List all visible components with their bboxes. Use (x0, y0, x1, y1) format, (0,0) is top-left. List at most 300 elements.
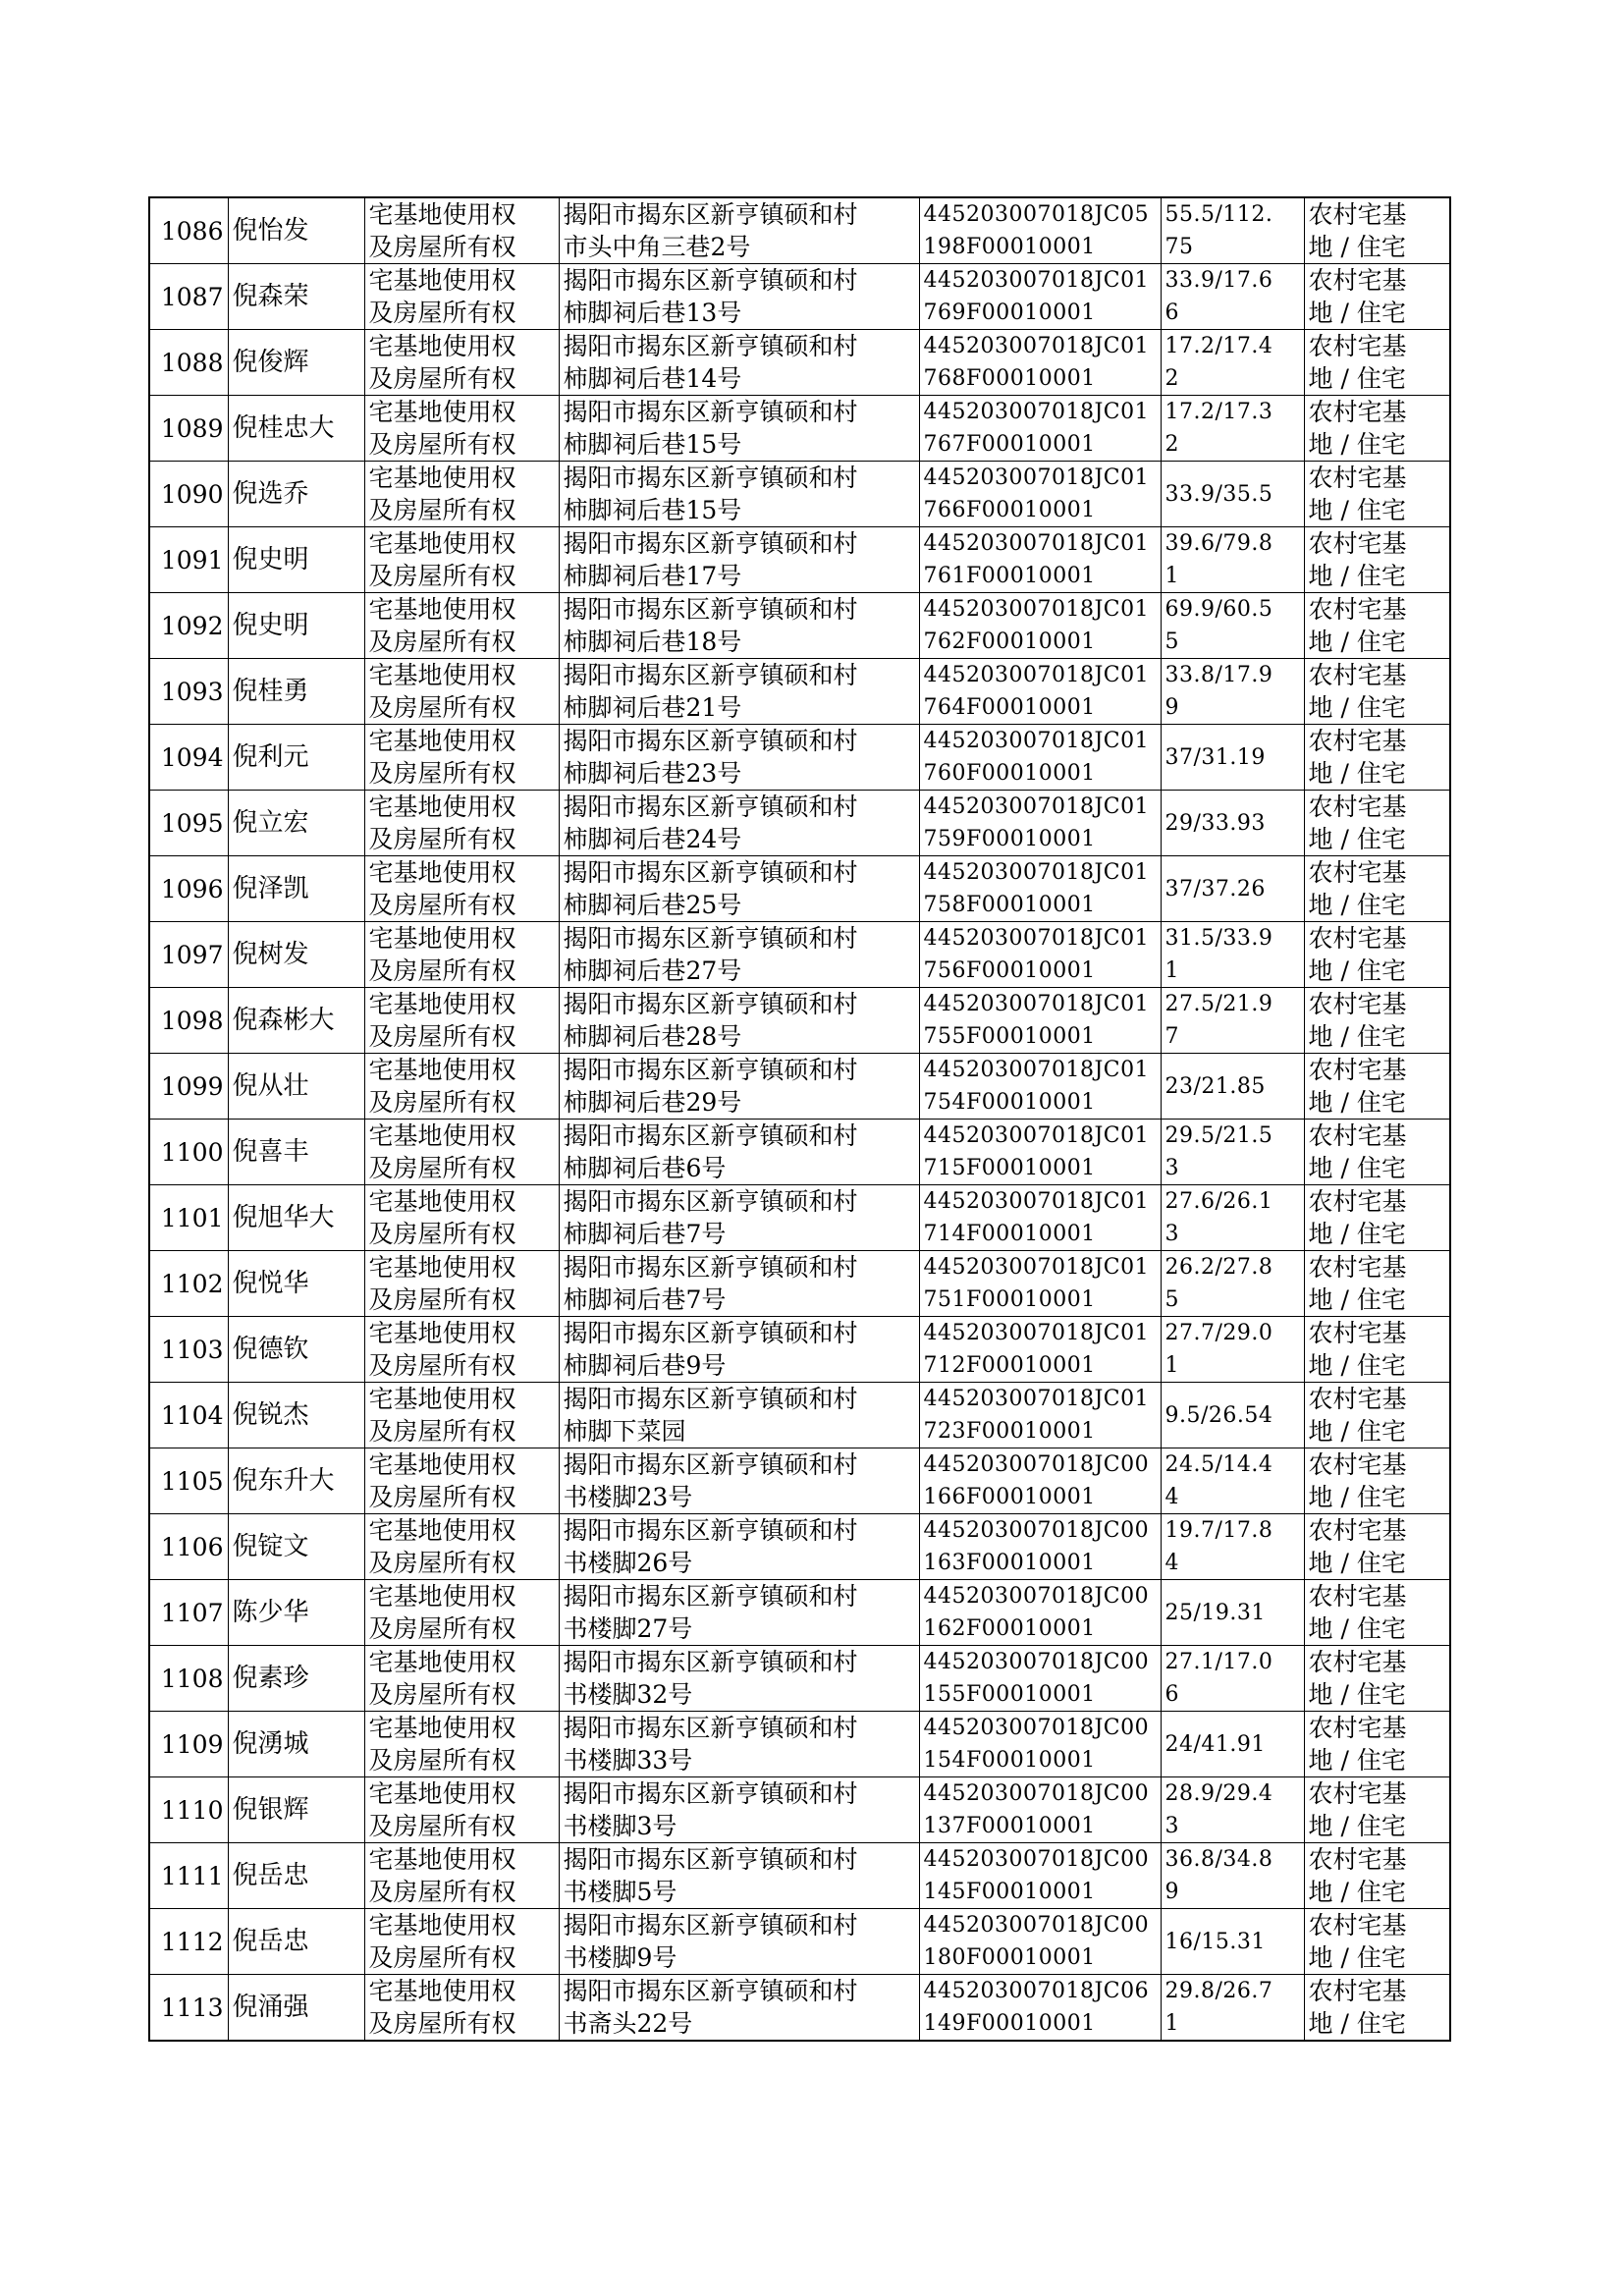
unit-code-cell (919, 1317, 1161, 1383)
unit-code-line: 445203007018JC01 (923, 334, 1150, 358)
right-type-line: 宅基地使用权 (368, 1977, 516, 2005)
owner-name-cell: 倪锐杰 (228, 1383, 364, 1448)
area-cell (1161, 1514, 1304, 1580)
right-type-cell (364, 1843, 559, 1909)
land-use-line: 农村宅基 (1308, 529, 1407, 558)
unit-code-cell (919, 988, 1161, 1054)
record-number-cell: 1104 (149, 1383, 228, 1448)
record-number-cell: 1100 (149, 1120, 228, 1185)
right-type-line: 宅基地使用权 (368, 858, 516, 887)
address-line: 书楼脚3号 (563, 1812, 677, 1840)
area-line: 24.5/14.4 (1164, 1452, 1273, 1477)
unit-code-line: 445203007018JC01 (923, 1189, 1150, 1214)
right-type-cell (364, 330, 559, 396)
area-line: 1 (1164, 2011, 1179, 2036)
right-type-line: 及房屋所有权 (368, 233, 516, 261)
right-type-line: 及房屋所有权 (368, 1220, 516, 1248)
address-line: 柿脚祠后巷17号 (563, 562, 742, 590)
land-use-line: 农村宅基 (1308, 1648, 1407, 1676)
right-type-cell (364, 1514, 559, 1580)
table-row (149, 1317, 1450, 1383)
land-use-line: 农村宅基 (1308, 792, 1407, 821)
land-use-line: 农村宅基 (1308, 990, 1407, 1018)
area-line: 6 (1164, 1682, 1179, 1707)
record-number-cell: 1107 (149, 1580, 228, 1646)
right-type-line: 及房屋所有权 (368, 1812, 516, 1840)
land-use-line: 地 / 住宅 (1308, 1022, 1406, 1051)
address-line: 揭阳市揭东区新亨镇硕和村 (563, 1911, 858, 1940)
area-cell (1161, 1975, 1304, 2042)
address-line: 揭阳市揭东区新亨镇硕和村 (563, 858, 858, 887)
land-use-line: 地 / 住宅 (1308, 1088, 1406, 1117)
land-use-line: 农村宅基 (1308, 200, 1407, 229)
area-cell (1161, 1580, 1304, 1646)
address-line: 揭阳市揭东区新亨镇硕和村 (563, 266, 858, 295)
land-use-cell (1304, 1251, 1450, 1317)
record-number-cell: 1103 (149, 1317, 228, 1383)
land-use-line: 地 / 住宅 (1308, 364, 1406, 393)
unit-code-line: 445203007018JC00 (923, 1518, 1150, 1543)
area-line: 1 (1164, 564, 1179, 588)
area-cell (1161, 1712, 1304, 1777)
unit-code-line: 768F00010001 (923, 366, 1096, 391)
owner-name-cell: 陈少华 (228, 1580, 364, 1646)
record-number-cell: 1105 (149, 1448, 228, 1514)
address-cell (559, 791, 919, 856)
unit-code-line: 760F00010001 (923, 761, 1096, 786)
right-type-line: 及房屋所有权 (368, 1549, 516, 1577)
owner-name-cell: 倪怡发 (228, 197, 364, 264)
land-use-line: 农村宅基 (1308, 1516, 1407, 1545)
owner-name-cell: 倪素珍 (228, 1646, 364, 1712)
address-line: 柿脚祠后巷14号 (563, 364, 742, 393)
unit-code-cell (919, 1185, 1161, 1251)
unit-code-line: 761F00010001 (923, 564, 1096, 588)
table-row (149, 922, 1450, 988)
right-type-line: 宅基地使用权 (368, 1845, 516, 1874)
area-line: 37/37.26 (1164, 876, 1266, 902)
address-cell (559, 264, 919, 330)
address-cell (559, 330, 919, 396)
table-row (149, 396, 1450, 462)
right-type-line: 及房屋所有权 (368, 1943, 516, 1972)
address-line: 揭阳市揭东区新亨镇硕和村 (563, 1450, 858, 1479)
area-line: 2 (1164, 366, 1179, 391)
address-line: 揭阳市揭东区新亨镇硕和村 (563, 1253, 858, 1282)
unit-code-line: 712F00010001 (923, 1353, 1096, 1378)
area-line: 37/31.19 (1164, 744, 1266, 770)
area-line: 19.7/17.8 (1164, 1518, 1273, 1543)
area-cell (1161, 1383, 1304, 1448)
right-type-line: 及房屋所有权 (368, 1154, 516, 1182)
owner-name-cell: 倪立宏 (228, 791, 364, 856)
unit-code-line: 445203007018JC01 (923, 1123, 1150, 1148)
area-line: 25/19.31 (1164, 1600, 1266, 1625)
land-use-line: 地 / 住宅 (1308, 1549, 1406, 1577)
owner-name-cell: 倪东升大 (228, 1448, 364, 1514)
table-row (149, 1580, 1450, 1646)
area-line: 39.6/79.8 (1164, 531, 1273, 556)
address-line: 揭阳市揭东区新亨镇硕和村 (563, 1187, 858, 1216)
land-use-line: 农村宅基 (1308, 1450, 1407, 1479)
owner-name-cell: 倪森彬大 (228, 988, 364, 1054)
owner-name-cell: 倪森荣 (228, 264, 364, 330)
right-type-line: 宅基地使用权 (368, 200, 516, 229)
unit-code-line: 445203007018JC00 (923, 1650, 1150, 1674)
address-line: 柿脚祠后巷9号 (563, 1351, 727, 1380)
right-type-line: 宅基地使用权 (368, 1385, 516, 1413)
address-cell (559, 462, 919, 527)
address-line: 揭阳市揭东区新亨镇硕和村 (563, 1319, 858, 1347)
table-row (149, 527, 1450, 593)
unit-code-cell (919, 197, 1161, 264)
address-line: 揭阳市揭东区新亨镇硕和村 (563, 1056, 858, 1084)
unit-code-line: 445203007018JC01 (923, 663, 1150, 687)
right-type-line: 宅基地使用权 (368, 464, 516, 492)
address-line: 揭阳市揭东区新亨镇硕和村 (563, 990, 858, 1018)
right-type-cell (364, 197, 559, 264)
land-use-cell (1304, 264, 1450, 330)
area-line: 75 (1164, 235, 1194, 259)
right-type-line: 及房屋所有权 (368, 496, 516, 524)
address-line: 柿脚祠后巷15号 (563, 430, 742, 459)
area-line: 28.9/29.4 (1164, 1781, 1273, 1806)
right-type-cell (364, 922, 559, 988)
right-type-line: 及房屋所有权 (368, 759, 516, 788)
area-line: 4 (1164, 1485, 1179, 1509)
area-line: 55.5/112. (1164, 202, 1273, 227)
unit-code-cell (919, 1514, 1161, 1580)
land-use-cell (1304, 330, 1450, 396)
owner-name-cell: 倪锭文 (228, 1514, 364, 1580)
unit-code-line: 137F00010001 (923, 1814, 1096, 1838)
unit-code-cell (919, 791, 1161, 856)
unit-code-line: 445203007018JC01 (923, 1058, 1150, 1082)
area-cell (1161, 396, 1304, 462)
land-use-cell (1304, 1054, 1450, 1120)
unit-code-cell (919, 1120, 1161, 1185)
land-use-line: 农村宅基 (1308, 1121, 1407, 1150)
area-line: 33.8/17.9 (1164, 663, 1273, 687)
table-row (149, 1712, 1450, 1777)
unit-code-cell (919, 1975, 1161, 2042)
right-type-cell (364, 1120, 559, 1185)
land-use-cell (1304, 462, 1450, 527)
area-line: 27.7/29.0 (1164, 1321, 1273, 1345)
record-number-cell: 1109 (149, 1712, 228, 1777)
area-cell (1161, 527, 1304, 593)
area-cell (1161, 1054, 1304, 1120)
unit-code-line: 715F00010001 (923, 1156, 1096, 1180)
area-line: 26.2/27.8 (1164, 1255, 1273, 1280)
owner-name-cell: 倪选乔 (228, 462, 364, 527)
land-use-cell (1304, 922, 1450, 988)
land-use-cell (1304, 1712, 1450, 1777)
land-use-cell (1304, 791, 1450, 856)
record-number-cell: 1092 (149, 593, 228, 659)
unit-code-line: 764F00010001 (923, 695, 1096, 720)
area-cell (1161, 1317, 1304, 1383)
right-type-cell (364, 1909, 559, 1975)
area-cell (1161, 988, 1304, 1054)
unit-code-line: 155F00010001 (923, 1682, 1096, 1707)
land-use-cell (1304, 1120, 1450, 1185)
owner-name-cell: 倪桂忠大 (228, 396, 364, 462)
area-line: 16/15.31 (1164, 1929, 1266, 1954)
land-use-line: 农村宅基 (1308, 727, 1407, 755)
land-use-line: 地 / 住宅 (1308, 1483, 1406, 1511)
right-type-line: 及房屋所有权 (368, 1483, 516, 1511)
address-line: 揭阳市揭东区新亨镇硕和村 (563, 924, 858, 953)
right-type-line: 宅基地使用权 (368, 1779, 516, 1808)
land-use-line: 农村宅基 (1308, 595, 1407, 624)
unit-code-cell (919, 264, 1161, 330)
right-type-line: 宅基地使用权 (368, 1187, 516, 1216)
owner-name-cell: 倪俊辉 (228, 330, 364, 396)
address-line: 揭阳市揭东区新亨镇硕和村 (563, 1582, 858, 1611)
unit-code-cell (919, 330, 1161, 396)
address-line: 揭阳市揭东区新亨镇硕和村 (563, 1779, 858, 1808)
right-type-line: 宅基地使用权 (368, 1516, 516, 1545)
land-use-cell (1304, 856, 1450, 922)
table-row (149, 197, 1450, 264)
address-cell (559, 725, 919, 791)
unit-code-line: 445203007018JC01 (923, 926, 1150, 951)
record-number-cell: 1098 (149, 988, 228, 1054)
land-use-cell (1304, 1514, 1450, 1580)
unit-code-line: 445203007018JC00 (923, 1847, 1150, 1872)
unit-code-cell (919, 922, 1161, 988)
address-line: 市头中角三巷2号 (563, 233, 751, 261)
area-line: 9.5/26.54 (1164, 1402, 1273, 1428)
right-type-line: 及房屋所有权 (368, 1022, 516, 1051)
unit-code-line: 445203007018JC06 (923, 1979, 1150, 2003)
land-use-line: 农村宅基 (1308, 858, 1407, 887)
unit-code-cell (919, 527, 1161, 593)
area-cell (1161, 264, 1304, 330)
owner-name-cell: 倪桂勇 (228, 659, 364, 725)
land-use-line: 农村宅基 (1308, 332, 1407, 360)
area-cell (1161, 1120, 1304, 1185)
unit-code-line: 166F00010001 (923, 1485, 1096, 1509)
area-cell (1161, 659, 1304, 725)
area-line: 3 (1164, 1222, 1179, 1246)
record-number-cell: 1106 (149, 1514, 228, 1580)
land-use-line: 农村宅基 (1308, 924, 1407, 953)
right-type-line: 及房屋所有权 (368, 1417, 516, 1446)
land-use-line: 地 / 住宅 (1308, 496, 1406, 524)
right-type-line: 及房屋所有权 (368, 364, 516, 393)
land-use-line: 地 / 住宅 (1308, 1417, 1406, 1446)
right-type-line: 及房屋所有权 (368, 1614, 516, 1643)
area-cell (1161, 197, 1304, 264)
land-use-line: 地 / 住宅 (1308, 693, 1406, 722)
right-type-line: 及房屋所有权 (368, 693, 516, 722)
area-line: 5 (1164, 629, 1179, 654)
address-line: 柿脚祠后巷7号 (563, 1220, 727, 1248)
land-use-line: 地 / 住宅 (1308, 1943, 1406, 1972)
address-cell (559, 396, 919, 462)
address-line: 柿脚祠后巷29号 (563, 1088, 742, 1117)
right-type-line: 宅基地使用权 (368, 529, 516, 558)
unit-code-line: 180F00010001 (923, 1945, 1096, 1970)
address-line: 书楼脚9号 (563, 1943, 677, 1972)
right-type-cell (364, 1251, 559, 1317)
right-type-line: 宅基地使用权 (368, 727, 516, 755)
land-use-cell (1304, 1185, 1450, 1251)
address-line: 柿脚祠后巷21号 (563, 693, 742, 722)
address-line: 书楼脚33号 (563, 1746, 693, 1775)
land-use-line: 农村宅基 (1308, 1187, 1407, 1216)
land-use-cell (1304, 396, 1450, 462)
table-row (149, 659, 1450, 725)
address-cell (559, 1909, 919, 1975)
right-type-line: 宅基地使用权 (368, 332, 516, 360)
address-cell (559, 988, 919, 1054)
unit-code-line: 445203007018JC01 (923, 992, 1150, 1016)
land-use-line: 地 / 住宅 (1308, 1812, 1406, 1840)
record-number-cell: 1089 (149, 396, 228, 462)
address-line: 揭阳市揭东区新亨镇硕和村 (563, 1121, 858, 1150)
unit-code-line: 755F00010001 (923, 1024, 1096, 1049)
address-line: 揭阳市揭东区新亨镇硕和村 (563, 792, 858, 821)
right-type-cell (364, 1448, 559, 1514)
unit-code-line: 756F00010001 (923, 958, 1096, 983)
record-number-cell: 1096 (149, 856, 228, 922)
address-cell (559, 1712, 919, 1777)
table-row (149, 1975, 1450, 2042)
right-type-line: 宅基地使用权 (368, 398, 516, 426)
address-cell (559, 1514, 919, 1580)
table-row (149, 1777, 1450, 1843)
land-use-line: 地 / 住宅 (1308, 825, 1406, 853)
address-cell (559, 1251, 919, 1317)
area-cell (1161, 330, 1304, 396)
land-use-cell (1304, 725, 1450, 791)
area-line: 2 (1164, 432, 1179, 457)
unit-code-cell (919, 593, 1161, 659)
right-type-cell (364, 1975, 559, 2042)
area-line: 3 (1164, 1814, 1179, 1838)
right-type-cell (364, 1777, 559, 1843)
unit-code-line: 445203007018JC00 (923, 1584, 1150, 1609)
record-number-cell: 1108 (149, 1646, 228, 1712)
land-use-line: 农村宅基 (1308, 1253, 1407, 1282)
area-line: 36.8/34.8 (1164, 1847, 1273, 1872)
land-use-line: 农村宅基 (1308, 1714, 1407, 1742)
area-line: 27.5/21.9 (1164, 992, 1273, 1016)
address-line: 揭阳市揭东区新亨镇硕和村 (563, 1977, 858, 2005)
table-row (149, 856, 1450, 922)
address-cell (559, 856, 919, 922)
area-cell (1161, 725, 1304, 791)
table-row (149, 725, 1450, 791)
address-cell (559, 1383, 919, 1448)
record-number-cell: 1093 (149, 659, 228, 725)
unit-code-line: 754F00010001 (923, 1090, 1096, 1115)
right-type-line: 及房屋所有权 (368, 1285, 516, 1314)
land-use-line: 地 / 住宅 (1308, 1220, 1406, 1248)
right-type-line: 宅基地使用权 (368, 924, 516, 953)
land-use-line: 地 / 住宅 (1308, 759, 1406, 788)
address-line: 揭阳市揭东区新亨镇硕和村 (563, 595, 858, 624)
address-line: 柿脚祠后巷7号 (563, 1285, 727, 1314)
address-line: 柿脚下菜园 (563, 1417, 686, 1446)
address-cell (559, 1975, 919, 2042)
owner-name-cell: 倪史明 (228, 527, 364, 593)
land-use-line: 地 / 住宅 (1308, 1746, 1406, 1775)
owner-name-cell: 倪银辉 (228, 1777, 364, 1843)
table-row (149, 1646, 1450, 1712)
unit-code-line: 445203007018JC01 (923, 860, 1150, 885)
unit-code-line: 445203007018JC00 (923, 1452, 1150, 1477)
land-use-cell (1304, 1646, 1450, 1712)
unit-code-cell (919, 1646, 1161, 1712)
owner-name-cell: 倪泽凯 (228, 856, 364, 922)
right-type-line: 宅基地使用权 (368, 1319, 516, 1347)
right-type-line: 宅基地使用权 (368, 1714, 516, 1742)
land-use-line: 农村宅基 (1308, 464, 1407, 492)
owner-name-cell: 倪利元 (228, 725, 364, 791)
right-type-cell (364, 856, 559, 922)
right-type-cell (364, 593, 559, 659)
address-line: 柿脚祠后巷18号 (563, 628, 742, 656)
unit-code-line: 198F00010001 (923, 235, 1096, 259)
area-line: 1 (1164, 1353, 1179, 1378)
land-use-cell (1304, 1777, 1450, 1843)
land-use-cell (1304, 1580, 1450, 1646)
land-use-cell (1304, 1975, 1450, 2042)
unit-code-line: 767F00010001 (923, 432, 1096, 457)
unit-code-cell (919, 856, 1161, 922)
area-line: 33.9/35.5 (1164, 481, 1273, 507)
right-type-line: 宅基地使用权 (368, 1582, 516, 1611)
record-number-cell: 1112 (149, 1909, 228, 1975)
owner-name-cell: 倪湧城 (228, 1712, 364, 1777)
right-type-line: 及房屋所有权 (368, 1680, 516, 1709)
record-number-cell: 1101 (149, 1185, 228, 1251)
address-line: 柿脚祠后巷23号 (563, 759, 742, 788)
land-use-cell (1304, 1843, 1450, 1909)
address-line: 揭阳市揭东区新亨镇硕和村 (563, 727, 858, 755)
unit-code-line: 445203007018JC01 (923, 1387, 1150, 1411)
area-cell (1161, 1909, 1304, 1975)
area-line: 27.1/17.0 (1164, 1650, 1273, 1674)
land-use-cell (1304, 1448, 1450, 1514)
address-line: 柿脚祠后巷27号 (563, 956, 742, 985)
unit-code-line: 758F00010001 (923, 893, 1096, 917)
right-type-line: 及房屋所有权 (368, 1088, 516, 1117)
right-type-line: 及房屋所有权 (368, 562, 516, 590)
address-cell (559, 922, 919, 988)
address-cell (559, 1777, 919, 1843)
record-number-cell: 1110 (149, 1777, 228, 1843)
unit-code-line: 762F00010001 (923, 629, 1096, 654)
address-cell (559, 1054, 919, 1120)
owner-name-cell: 倪树发 (228, 922, 364, 988)
record-number-cell: 1087 (149, 264, 228, 330)
address-line: 柿脚祠后巷13号 (563, 299, 742, 327)
owner-name-cell: 倪德钦 (228, 1317, 364, 1383)
table-row (149, 462, 1450, 527)
area-cell (1161, 1448, 1304, 1514)
land-use-line: 地 / 住宅 (1308, 956, 1406, 985)
area-line: 1 (1164, 958, 1179, 983)
address-line: 书楼脚5号 (563, 1878, 677, 1906)
unit-code-cell (919, 462, 1161, 527)
address-line: 书斋头22号 (563, 2009, 693, 2038)
record-number-cell: 1095 (149, 791, 228, 856)
